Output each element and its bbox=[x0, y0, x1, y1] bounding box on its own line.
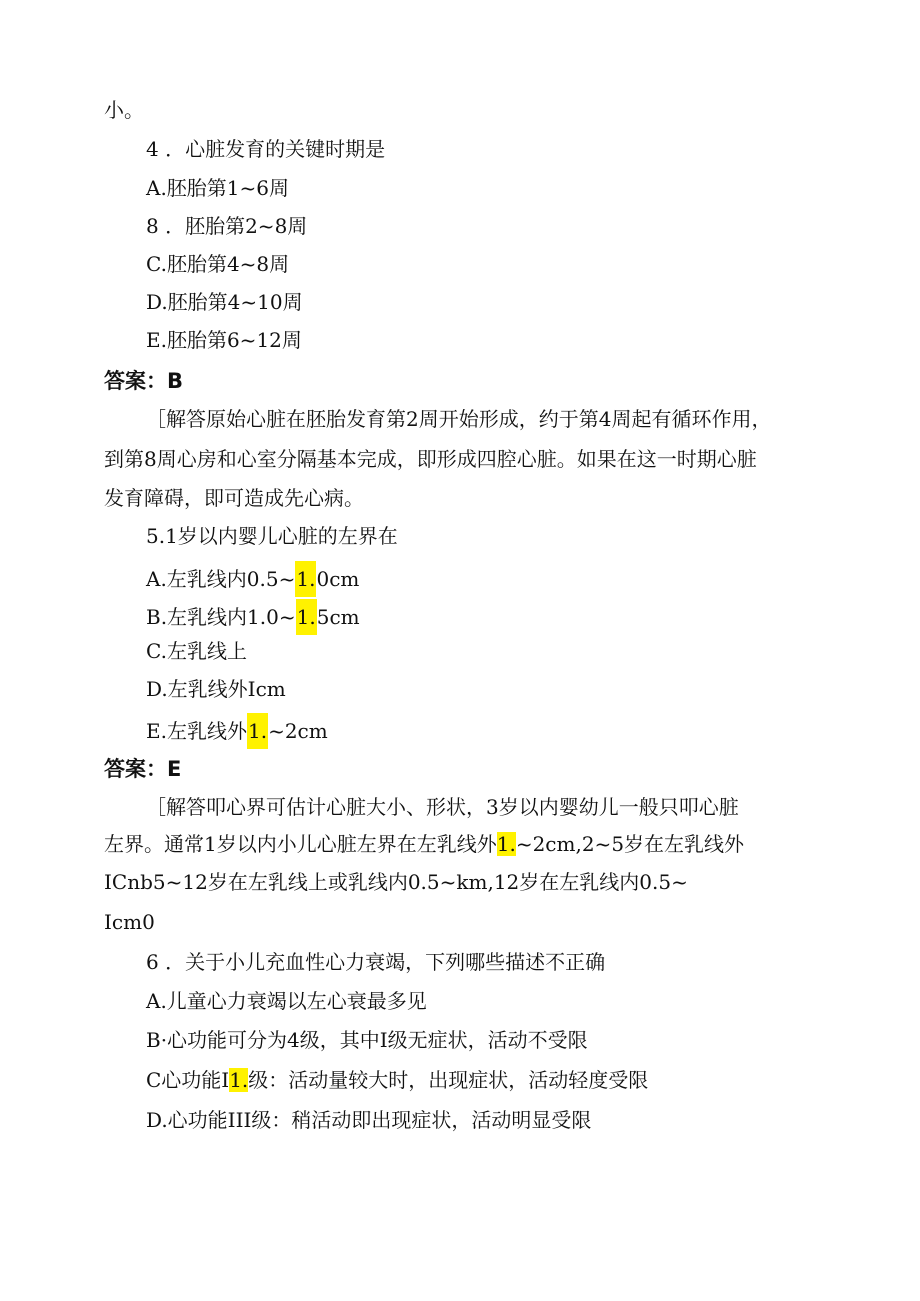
explanation-5-line-3: ICnb5~12岁在左乳线上或乳线内0.5~km,12岁在左乳线内0.5~ bbox=[104, 870, 688, 894]
option-5e-text: E.左乳线外 bbox=[146, 719, 247, 743]
explanation-5-text-cont: ~2cm,2~5岁在左乳线外 bbox=[515, 832, 745, 856]
option-6c-text: C心功能I bbox=[146, 1068, 230, 1092]
option-6b: B·心功能可分为4级，其中I级无症状，活动不受限 bbox=[146, 1028, 588, 1052]
option-4c: C.胚胎第4~8周 bbox=[146, 252, 290, 276]
option-5c: C.左乳线上 bbox=[146, 639, 247, 663]
highlight-mark: 1. bbox=[496, 832, 516, 856]
option-4a: A.胚胎第1~6周 bbox=[146, 176, 290, 200]
option-5b-text: B.左乳线内1.0~ bbox=[146, 605, 296, 629]
text-line: 小。 bbox=[104, 98, 144, 122]
highlight-mark: 1. bbox=[295, 561, 316, 597]
highlight-mark: 1. bbox=[229, 1068, 249, 1092]
explanation-4-line-3: 发育障碍，即可造成先心病。 bbox=[104, 486, 364, 510]
explanation-5-line-2 bbox=[104, 830, 744, 858]
explanation-5-text: 左界。通常1岁以内小儿心脏左界在左乳线外 bbox=[104, 832, 497, 856]
question-6: 6 ．关于小儿充血性心力衰竭，下列哪些描述不正确 bbox=[146, 950, 606, 974]
option-4b: 8 ．胚胎第2~8周 bbox=[146, 214, 308, 238]
answer-5: 答案：E bbox=[104, 757, 182, 781]
explanation-5-line-1: ［解答叩心界可估计心脏大小、形状，3岁以内婴幼儿一般只叩心脏 bbox=[146, 795, 739, 819]
option-4d: D.胚胎第4~10周 bbox=[146, 290, 303, 314]
explanation-5-line-4: Icm0 bbox=[104, 910, 155, 934]
option-5a bbox=[146, 561, 359, 597]
highlight-mark: 1. bbox=[247, 713, 268, 749]
option-5a-unit: 0cm bbox=[316, 567, 360, 591]
option-5e-unit: ~2cm bbox=[268, 719, 328, 743]
option-5b bbox=[146, 599, 360, 635]
option-4e: E.胚胎第6~12周 bbox=[146, 328, 302, 352]
option-5b-unit: 5cm bbox=[316, 605, 360, 629]
question-4: 4 ．心脏发育的关键时期是 bbox=[146, 137, 386, 161]
option-6c bbox=[146, 1066, 648, 1094]
question-5: 5.1岁以内婴儿心脏的左界在 bbox=[146, 524, 398, 548]
highlight-mark: 1. bbox=[296, 599, 317, 635]
option-6c-text-cont: 级：活动量较大时，出现症状，活动轻度受限 bbox=[248, 1068, 649, 1092]
explanation-4-line-2: 到第8周心房和心室分隔基本完成，即形成四腔心脏。如果在这一时期心脏 bbox=[104, 447, 757, 471]
option-5d: D.左乳线外Icm bbox=[146, 677, 286, 701]
answer-4: 答案：B bbox=[104, 369, 184, 393]
option-6d: D.心功能III级：稍活动即出现症状，活动明显受限 bbox=[146, 1108, 592, 1132]
option-5a-text: A.左乳线内0.5~ bbox=[146, 567, 296, 591]
option-6a: A.儿童心力衰竭以左心衰最多见 bbox=[146, 989, 427, 1013]
option-5e bbox=[146, 713, 328, 749]
explanation-4-line-1: ［解答原始心脏在胚胎发育第2周开始形成，约于第4周起有循环作用， bbox=[146, 407, 772, 431]
